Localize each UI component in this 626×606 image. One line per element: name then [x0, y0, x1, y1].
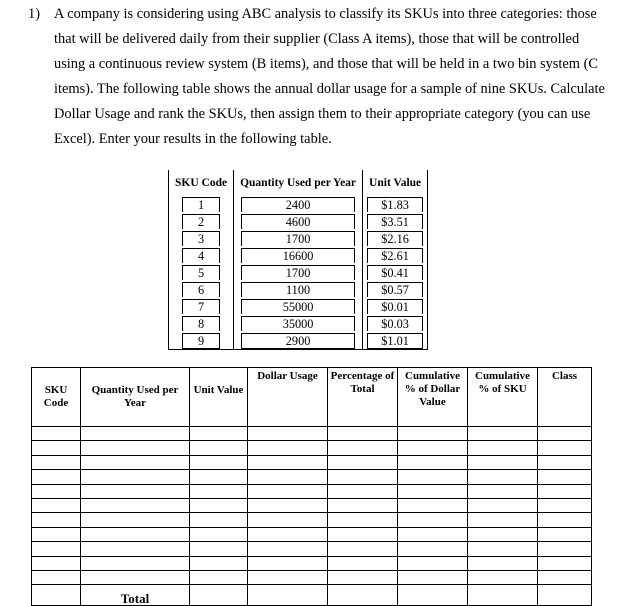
answer-cell-cum-sku[interactable]	[468, 470, 538, 484]
answer-header-percentage: Percentage of Total	[328, 368, 398, 427]
answer-cell-percentage[interactable]	[328, 527, 398, 541]
answer-cell-percentage[interactable]	[328, 542, 398, 556]
answer-cell-class[interactable]	[538, 470, 592, 484]
answer-cell-dollar-usage[interactable]	[248, 498, 328, 512]
answer-cell-unit-value[interactable]	[190, 441, 248, 455]
answer-cell-class[interactable]	[538, 542, 592, 556]
answer-cell-dollar-usage[interactable]	[248, 556, 328, 570]
answer-cell-cum-dollar[interactable]	[398, 498, 468, 512]
answer-row	[32, 527, 592, 541]
answer-row	[32, 455, 592, 469]
answer-cell-cum-dollar[interactable]	[398, 556, 468, 570]
sku-code-cell: 1	[182, 197, 220, 212]
quantity-cell: 1700	[241, 231, 355, 246]
answer-cell-dollar-usage[interactable]	[248, 427, 328, 441]
unit-value-cell: $1.01	[367, 333, 423, 349]
sku-code-cell-wrap	[169, 196, 234, 213]
answer-row	[32, 441, 592, 455]
quantity-cell-wrap	[234, 281, 363, 298]
answer-cell-class[interactable]	[538, 441, 592, 455]
answer-cell-sku-code[interactable]	[32, 484, 81, 498]
total-cell-sku-code[interactable]	[32, 585, 81, 606]
answer-cell-percentage[interactable]	[328, 513, 398, 527]
quantity-cell-wrap	[234, 264, 363, 281]
sku-table-header	[169, 170, 428, 196]
answer-header-class: Class	[538, 368, 592, 427]
answer-cell-cum-dollar[interactable]	[398, 470, 468, 484]
problem-text: A company is considering using ABC analysis to classify its SKUs into three categories: those that will be delivered daily from their supplier (Class A items), those that will be controlled using a continuous review system (B items), and those that will be held in a two bin system (C items). The following table shows the annual dollar usage for a sample of nine SKUs. Calculate Dollar Usage and rank the SKUs, then assign them to their appropriate category (you can use Excel). Enter your results in the following table.	[54, 6, 605, 147]
answer-header-dollar-usage: Dollar Usage	[248, 368, 328, 427]
answer-row	[32, 427, 592, 441]
answer-cell-dollar-usage[interactable]	[248, 484, 328, 498]
answer-cell-sku-code[interactable]	[32, 455, 81, 469]
answer-cell-sku-code[interactable]	[32, 470, 81, 484]
sku-row	[169, 247, 428, 264]
answer-cell-quantity[interactable]	[81, 556, 190, 570]
answer-cell-cum-dollar[interactable]	[398, 427, 468, 441]
answer-cell-quantity[interactable]	[81, 498, 190, 512]
answer-cell-unit-value[interactable]	[190, 484, 248, 498]
answer-row	[32, 556, 592, 570]
answer-cell-cum-sku[interactable]	[468, 513, 538, 527]
answer-header-cum-sku: Cumulative % of SKU	[468, 368, 538, 427]
answer-cell-cum-dollar[interactable]	[398, 570, 468, 584]
total-cell-cum-sku[interactable]	[468, 585, 538, 606]
answer-cell-percentage[interactable]	[328, 498, 398, 512]
answer-cell-quantity[interactable]	[81, 470, 190, 484]
unit-value-cell-wrap	[363, 264, 428, 281]
unit-value-cell-wrap	[363, 298, 428, 315]
answer-cell-cum-sku[interactable]	[468, 455, 538, 469]
sku-code-cell: 9	[182, 333, 220, 349]
answer-header-unit-value: Unit Value	[190, 368, 248, 427]
answer-cell-cum-sku[interactable]	[468, 542, 538, 556]
sku-code-cell: 6	[182, 282, 220, 297]
answer-cell-sku-code[interactable]	[32, 427, 81, 441]
unit-value-cell: $2.61	[367, 248, 423, 263]
answer-cell-class[interactable]	[538, 556, 592, 570]
answer-cell-unit-value[interactable]	[190, 542, 248, 556]
answer-cell-class[interactable]	[538, 498, 592, 512]
answer-cell-percentage[interactable]	[328, 556, 398, 570]
total-cell-percentage[interactable]	[328, 585, 398, 606]
quantity-cell-wrap	[234, 230, 363, 247]
answer-row	[32, 513, 592, 527]
answer-cell-cum-sku[interactable]	[468, 484, 538, 498]
sku-row	[169, 332, 428, 350]
answer-cell-cum-dollar[interactable]	[398, 484, 468, 498]
answer-cell-cum-sku[interactable]	[468, 527, 538, 541]
sku-code-cell-wrap	[169, 332, 234, 350]
unit-value-cell: $3.51	[367, 214, 423, 229]
unit-value-cell-wrap	[363, 315, 428, 332]
quantity-cell: 4600	[241, 214, 355, 229]
unit-value-cell-wrap	[363, 196, 428, 213]
quantity-cell: 2900	[241, 333, 355, 349]
answer-cell-unit-value[interactable]	[190, 527, 248, 541]
quantity-cell: 2400	[241, 197, 355, 212]
answer-row	[32, 542, 592, 556]
quantity-cell-wrap	[234, 196, 363, 213]
answer-cell-dollar-usage[interactable]	[248, 570, 328, 584]
unit-value-cell-wrap	[363, 332, 428, 350]
answer-header-cum-dollar: Cumulative % of Dollar Value	[398, 368, 468, 427]
sku-code-cell: 4	[182, 248, 220, 263]
answer-cell-dollar-usage[interactable]	[248, 527, 328, 541]
answer-cell-unit-value[interactable]	[190, 455, 248, 469]
sku-row	[169, 213, 428, 230]
answer-cell-class[interactable]	[538, 527, 592, 541]
answer-cell-percentage[interactable]	[328, 470, 398, 484]
sku-code-cell-wrap	[169, 264, 234, 281]
answer-cell-sku-code[interactable]	[32, 498, 81, 512]
sku-code-cell-wrap	[169, 230, 234, 247]
answer-cell-sku-code[interactable]	[32, 556, 81, 570]
sku-row	[169, 196, 428, 213]
quantity-cell-wrap	[234, 247, 363, 264]
answer-cell-percentage[interactable]	[328, 455, 398, 469]
sku-code-cell-wrap	[169, 298, 234, 315]
total-cell-class[interactable]	[538, 585, 592, 606]
unit-value-cell: $1.83	[367, 197, 423, 212]
sku-row	[169, 281, 428, 298]
unit-value-cell-wrap	[363, 230, 428, 247]
total-label: Total	[81, 585, 190, 606]
answer-row	[32, 570, 592, 584]
quantity-cell-wrap	[234, 213, 363, 230]
sku-code-cell: 7	[182, 299, 220, 314]
sku-code-cell-wrap	[169, 213, 234, 230]
answer-cell-dollar-usage[interactable]	[248, 455, 328, 469]
answer-cell-sku-code[interactable]	[32, 570, 81, 584]
total-cell-unit-value[interactable]	[190, 585, 248, 606]
answer-table	[31, 367, 592, 606]
answer-cell-cum-dollar[interactable]	[398, 441, 468, 455]
header-sku-code: SKU Code	[169, 170, 234, 196]
answer-cell-quantity[interactable]	[81, 570, 190, 584]
answer-cell-class[interactable]	[538, 427, 592, 441]
answer-cell-sku-code[interactable]	[32, 513, 81, 527]
header-quantity: Quantity Used per Year	[234, 170, 363, 196]
quantity-cell-wrap	[234, 315, 363, 332]
answer-cell-dollar-usage[interactable]	[248, 513, 328, 527]
quantity-cell: 16600	[241, 248, 355, 263]
sku-code-cell-wrap	[169, 247, 234, 264]
sku-code-cell: 2	[182, 214, 220, 229]
quantity-cell-wrap	[234, 298, 363, 315]
unit-value-cell: $0.03	[367, 316, 423, 331]
answer-total-row	[32, 585, 592, 606]
answer-cell-dollar-usage[interactable]	[248, 542, 328, 556]
unit-value-cell-wrap	[363, 247, 428, 264]
answer-cell-quantity[interactable]	[81, 513, 190, 527]
answer-cell-class[interactable]	[538, 455, 592, 469]
answer-cell-unit-value[interactable]	[190, 498, 248, 512]
answer-cell-quantity[interactable]	[81, 484, 190, 498]
sku-code-cell: 5	[182, 265, 220, 280]
sku-row	[169, 230, 428, 247]
answer-cell-class[interactable]	[538, 513, 592, 527]
answer-table-header	[32, 368, 592, 427]
answer-cell-cum-sku[interactable]	[468, 570, 538, 584]
unit-value-cell: $2.16	[367, 231, 423, 246]
answer-cell-cum-sku[interactable]	[468, 556, 538, 570]
sku-row	[169, 298, 428, 315]
problem-statement	[28, 2, 608, 152]
answer-cell-percentage[interactable]	[328, 441, 398, 455]
answer-header-sku-code: SKU Code	[32, 368, 81, 427]
answer-cell-sku-code[interactable]	[32, 527, 81, 541]
unit-value-cell: $0.57	[367, 282, 423, 297]
answer-cell-dollar-usage[interactable]	[248, 441, 328, 455]
answer-cell-quantity[interactable]	[81, 542, 190, 556]
sku-code-cell-wrap	[169, 315, 234, 332]
answer-cell-cum-sku[interactable]	[468, 427, 538, 441]
answer-cell-sku-code[interactable]	[32, 441, 81, 455]
unit-value-cell-wrap	[363, 281, 428, 298]
answer-cell-unit-value[interactable]	[190, 427, 248, 441]
answer-cell-cum-dollar[interactable]	[398, 455, 468, 469]
sku-row	[169, 264, 428, 281]
header-unit-value: Unit Value	[363, 170, 428, 196]
answer-cell-quantity[interactable]	[81, 441, 190, 455]
answer-cell-percentage[interactable]	[328, 484, 398, 498]
answer-cell-unit-value[interactable]	[190, 513, 248, 527]
answer-cell-unit-value[interactable]	[190, 570, 248, 584]
answer-cell-percentage[interactable]	[328, 427, 398, 441]
answer-cell-cum-dollar[interactable]	[398, 513, 468, 527]
sku-code-cell: 8	[182, 316, 220, 331]
quantity-cell: 1700	[241, 265, 355, 280]
problem-number: 1)	[28, 6, 40, 22]
answer-cell-unit-value[interactable]	[190, 556, 248, 570]
sku-code-cell-wrap	[169, 281, 234, 298]
sku-code-cell: 3	[182, 231, 220, 246]
answer-cell-sku-code[interactable]	[32, 542, 81, 556]
answer-cell-unit-value[interactable]	[190, 470, 248, 484]
answer-cell-cum-sku[interactable]	[468, 498, 538, 512]
unit-value-cell-wrap	[363, 213, 428, 230]
answer-cell-quantity[interactable]	[81, 427, 190, 441]
quantity-cell-wrap	[234, 332, 363, 350]
answer-cell-cum-sku[interactable]	[468, 441, 538, 455]
quantity-cell: 1100	[241, 282, 355, 297]
answer-cell-quantity[interactable]	[81, 527, 190, 541]
answer-cell-quantity[interactable]	[81, 455, 190, 469]
answer-row	[32, 498, 592, 512]
answer-header-quantity: Quantity Used per Year	[81, 368, 190, 427]
quantity-cell: 55000	[241, 299, 355, 314]
answer-row	[32, 484, 592, 498]
total-cell-cum-dollar[interactable]	[398, 585, 468, 606]
answer-cell-percentage[interactable]	[328, 570, 398, 584]
sku-data-table	[168, 170, 428, 350]
total-cell-dollar-usage[interactable]	[248, 585, 328, 606]
answer-cell-cum-dollar[interactable]	[398, 527, 468, 541]
answer-cell-class[interactable]	[538, 570, 592, 584]
unit-value-cell: $0.01	[367, 299, 423, 314]
unit-value-cell: $0.41	[367, 265, 423, 280]
sku-row	[169, 315, 428, 332]
quantity-cell: 35000	[241, 316, 355, 331]
answer-cell-cum-dollar[interactable]	[398, 542, 468, 556]
answer-cell-class[interactable]	[538, 484, 592, 498]
answer-cell-dollar-usage[interactable]	[248, 470, 328, 484]
answer-row	[32, 470, 592, 484]
